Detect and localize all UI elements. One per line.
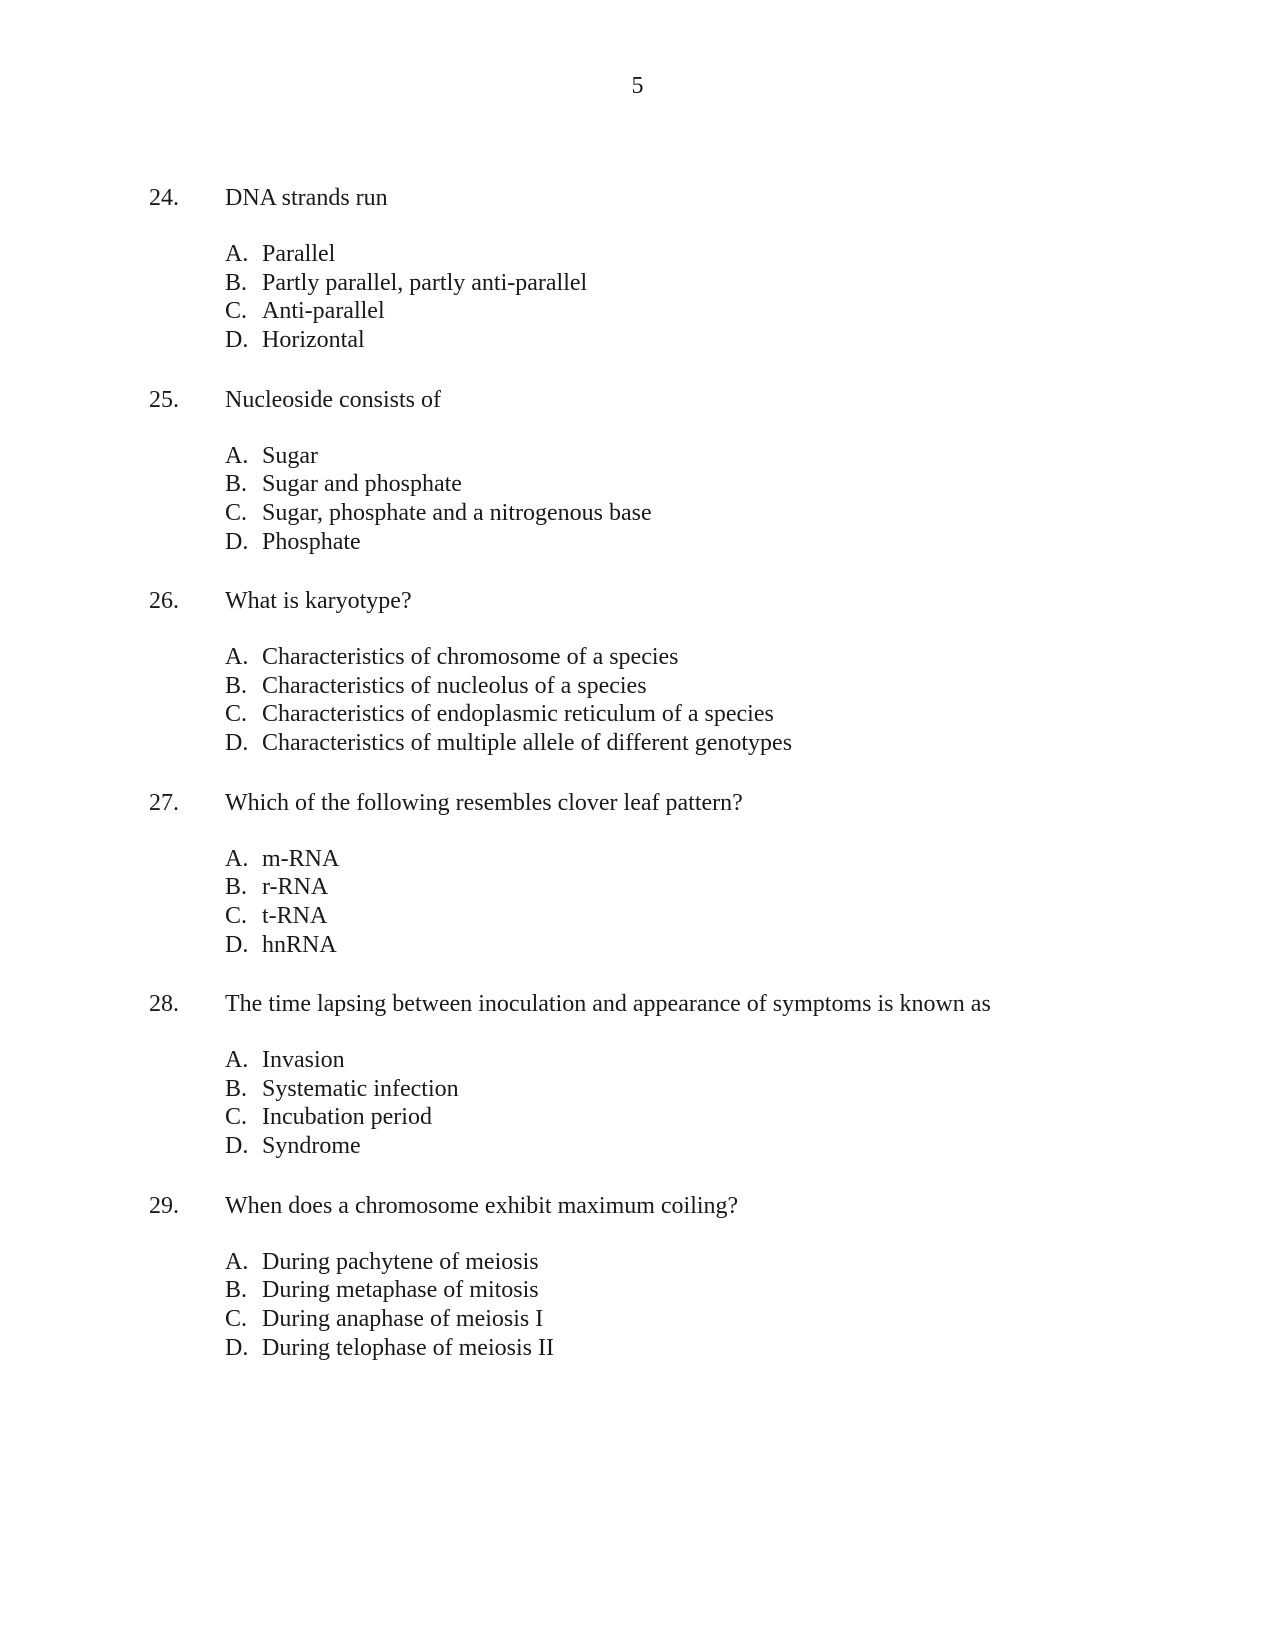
question-number: 24.	[149, 185, 179, 211]
question-27	[0, 789, 1275, 991]
option-text: Parallel	[262, 241, 336, 267]
option-text: t-RNA	[262, 902, 328, 929]
option-text: Partly parallel, partly anti-parallel	[262, 269, 588, 296]
option-d	[225, 1334, 554, 1363]
question-number: 28.	[149, 991, 179, 1017]
option-letter: B.	[225, 269, 248, 296]
option-c	[225, 297, 587, 326]
question-28	[0, 990, 1275, 1192]
option-letter: C.	[225, 499, 248, 526]
option-text: Invasion	[262, 1047, 345, 1073]
option-text: Sugar	[262, 442, 318, 469]
option-c	[225, 499, 652, 528]
option-letter: D.	[225, 327, 249, 354]
option-list	[225, 442, 652, 557]
option-text: Horizontal	[262, 327, 365, 354]
option-letter: A.	[225, 1248, 249, 1275]
option-c	[225, 1103, 459, 1132]
option-a	[225, 1046, 459, 1075]
option-text: Characteristics of nucleolus of a species	[262, 672, 647, 699]
option-b	[225, 873, 339, 902]
option-d	[225, 729, 792, 758]
question-25	[0, 386, 1275, 588]
option-letter: B.	[225, 1277, 248, 1304]
option-text: During anaphase of meiosis I	[262, 1305, 544, 1332]
question-list	[0, 184, 1275, 1393]
option-letter: B.	[225, 1075, 248, 1102]
option-list	[225, 845, 339, 960]
option-text: Phosphate	[262, 528, 361, 555]
option-text: During pachytene of meiosis	[262, 1248, 539, 1275]
option-text: r-RNA	[262, 874, 329, 901]
option-letter: C.	[225, 1104, 248, 1131]
option-text: Incubation period	[262, 1104, 432, 1131]
option-letter: C.	[225, 902, 248, 929]
option-c	[225, 1305, 554, 1334]
option-letter: B.	[225, 672, 248, 699]
question-number: 26.	[149, 588, 179, 614]
option-letter: A.	[225, 644, 249, 670]
option-list	[225, 643, 792, 758]
option-d	[225, 528, 652, 557]
option-letter: C.	[225, 298, 248, 325]
option-letter: C.	[225, 701, 248, 728]
option-text: Sugar, phosphate and a nitrogenous base	[262, 499, 652, 526]
question-number: 25.	[149, 386, 179, 413]
option-text: hnRNA	[262, 931, 337, 958]
option-text: Characteristics of endoplasmic reticulum of a species	[262, 701, 774, 728]
question-text: What is karyotype?	[225, 588, 412, 614]
option-a	[225, 442, 652, 471]
option-letter: A.	[225, 442, 249, 469]
option-letter: A.	[225, 241, 249, 267]
option-b	[225, 269, 587, 298]
option-text: m-RNA	[262, 845, 340, 872]
option-text: Characteristics of multiple allele of different genotypes	[262, 730, 793, 757]
option-list	[225, 1046, 459, 1161]
option-b	[225, 1276, 554, 1305]
option-letter: D.	[225, 528, 249, 555]
question-text: When does a chromosome exhibit maximum coiling?	[225, 1192, 739, 1219]
option-letter: D.	[225, 931, 249, 958]
option-a	[225, 240, 587, 269]
option-text: Syndrome	[262, 1133, 361, 1160]
option-d	[225, 326, 587, 355]
option-letter: B.	[225, 471, 248, 498]
option-b	[225, 672, 792, 701]
option-letter: A.	[225, 1047, 249, 1073]
option-c	[225, 700, 792, 729]
option-letter: D.	[225, 730, 249, 757]
option-text: During metaphase of mitosis	[262, 1277, 539, 1304]
option-d	[225, 931, 339, 960]
option-text: Sugar and phosphate	[262, 471, 462, 498]
question-text: DNA strands run	[225, 185, 388, 211]
option-text: During telophase of meiosis II	[262, 1334, 554, 1361]
option-d	[225, 1132, 459, 1161]
question-text: The time lapsing between inoculation and appearance of symptoms is known as	[225, 991, 991, 1017]
question-number: 29.	[149, 1192, 179, 1219]
option-b	[225, 1075, 459, 1104]
option-text: Anti-parallel	[262, 298, 385, 325]
question-text: Nucleoside consists of	[225, 386, 441, 413]
option-letter: D.	[225, 1334, 249, 1361]
option-letter: B.	[225, 874, 248, 901]
option-a	[225, 643, 792, 672]
option-letter: A.	[225, 845, 249, 872]
option-a	[225, 845, 339, 874]
question-26	[0, 587, 1275, 789]
option-letter: C.	[225, 1305, 248, 1332]
option-list	[225, 240, 587, 355]
option-text: Systematic infection	[262, 1075, 459, 1102]
question-text: Which of the following resembles clover leaf pattern?	[225, 789, 743, 816]
option-letter: D.	[225, 1133, 249, 1160]
option-c	[225, 902, 339, 931]
question-24	[0, 184, 1275, 386]
question-number: 27.	[149, 789, 179, 816]
option-a	[225, 1248, 554, 1277]
question-29	[0, 1192, 1275, 1394]
page-number: 5	[631, 73, 644, 99]
option-b	[225, 470, 652, 499]
option-list	[225, 1248, 554, 1363]
option-text: Characteristics of chromosome of a species	[262, 644, 679, 670]
